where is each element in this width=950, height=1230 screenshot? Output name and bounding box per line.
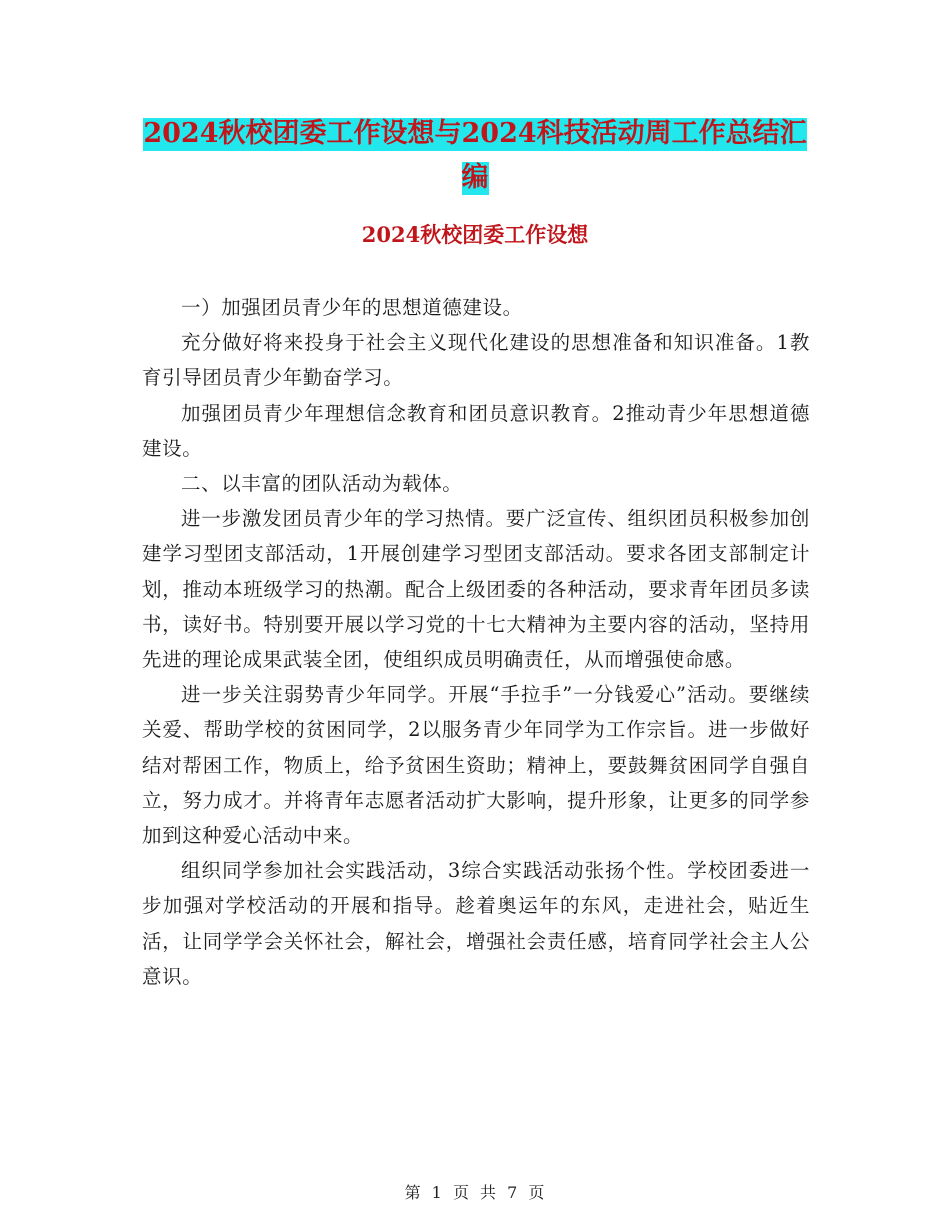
- document-title: [140, 112, 810, 200]
- paragraph: 一）加强团员青少年的思想道德建设。: [181, 296, 523, 319]
- document-body: [142, 290, 810, 994]
- paragraph: 进一步关注弱势青少年同学。开展“手拉手”一分钱爱心”活动。要继续关爱、帮助学校的贫困同学，2以服务青少年同学为工作宗旨。进一步做好结对帮困工作，物质上，给予贫困生资助；精神上，要鼓舞贫困同学自强自立，努力成才。并将青年志愿者活动扩大影响，提升形象，让更多的同学参加到这种爱心活动中来。: [142, 683, 810, 848]
- paragraph: 组织同学参加社会实践活动，3综合实践活动张扬个性。学校团委进一步加强对学校活动的开展和指导。趁着奥运年的东风，走进社会，贴近生活，让同学学会关怀社会，解社会，增强社会责任感，培育同学社会主人公意识。: [142, 859, 810, 988]
- document-title-line-1: 2024秋校团委工作设想与2024科技活动周工作总结汇: [143, 118, 807, 149]
- paragraph: 充分做好将来投身于社会主义现代化建设的思想准备和知识准备。1教育引导团员青少年勤奋学习。: [142, 331, 810, 390]
- paragraph: 二、以丰富的团队活动为载体。: [181, 472, 463, 496]
- section-title: 2024秋校团委工作设想: [361, 222, 589, 247]
- paragraph: 进一步激发团员青少年的学习热情。要广泛宣传、组织团员积极参加创建学习型团支部活动，1开展创建学习型团支部活动。要求各团支部制定计划，推动本班级学习的热潮。配合上级团委的各种活动，要求青年团员多读书，读好书。特别要开展以学习党的十七大精神为主要内容的活动，坚持用先进的理论成果武装全团，使组织成员明确责任，从而增强使命感。: [142, 507, 810, 672]
- document-title-line-2: 编: [461, 162, 489, 193]
- paragraph: 加强团员青少年理想信念教育和团员意识教育。2推动青少年思想道德建设。: [142, 401, 810, 460]
- page-number-footer: 第 1 页 共 7 页: [404, 1183, 546, 1202]
